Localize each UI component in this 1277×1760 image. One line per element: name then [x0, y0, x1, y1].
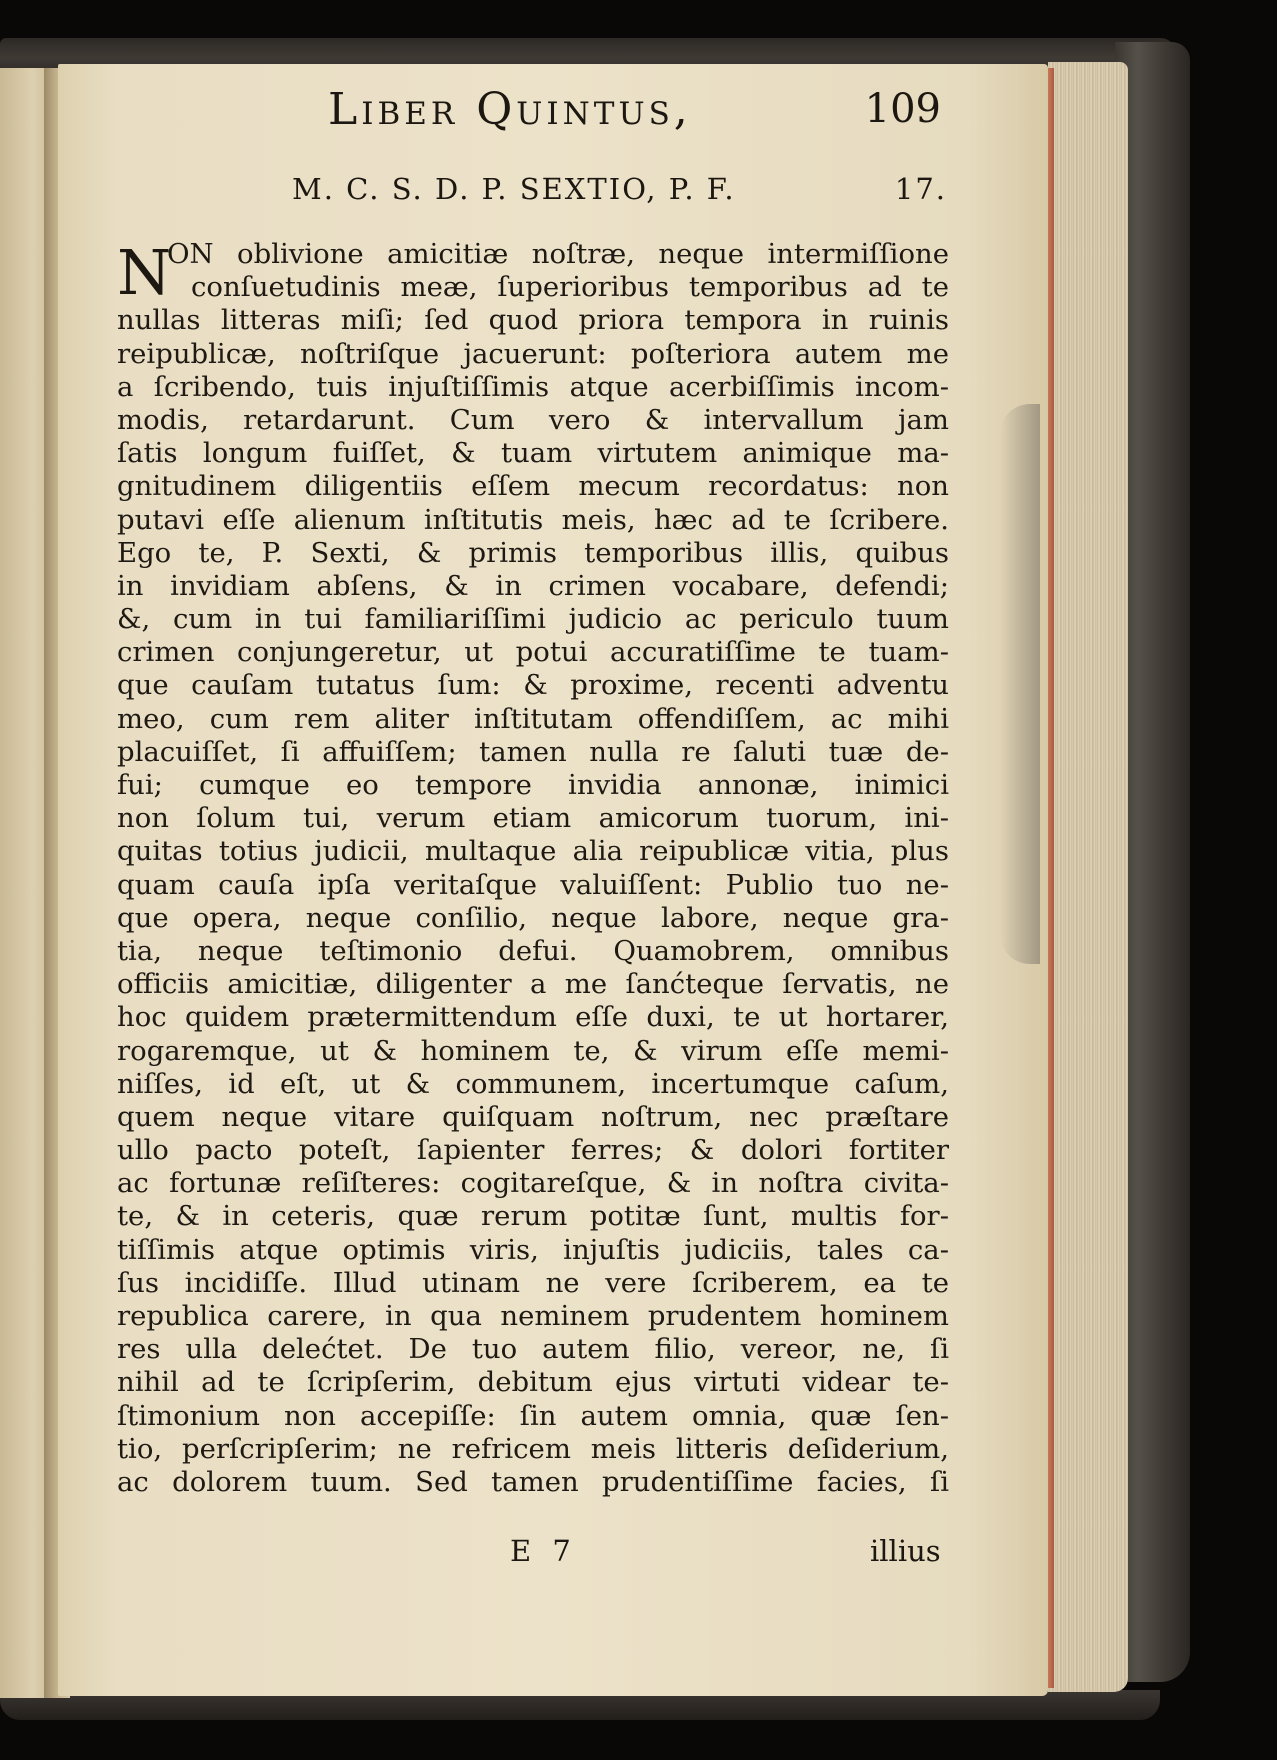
text-line: conſuetudinis meæ, ſuperioribus temporibus ad te — [191, 271, 949, 304]
text-line: nihil ad te ſcripſerim, debitum ejus virtuti videar te- — [117, 1366, 949, 1399]
text-line: ullo pacto poteſt, ſapienter ferres; & dolori fortiter — [117, 1134, 949, 1167]
text-line: a ſcribendo, tuis injuſtiſſimis atque acerbiſſimis incom- — [117, 370, 949, 403]
page-edges — [1048, 62, 1128, 1692]
text-line: que cauſam tutatus ſum: & proxime, recenti adventu — [117, 669, 949, 702]
text-line: crimen conjungeretur, ut potui accuratiſſime te tuam- — [117, 636, 949, 669]
text-line: res ulla delećtet. De tuo autem filio, vereor, ne, ſi — [117, 1333, 949, 1366]
page-stain — [1000, 404, 1040, 964]
text-line: rogaremque, ut & hominem te, & virum eſſe memi- — [117, 1034, 949, 1067]
catchword: illius — [870, 1534, 941, 1568]
body-text — [117, 238, 949, 1499]
drop-cap: N — [117, 236, 172, 309]
text-line: Ego te, P. Sexti, & primis temporibus illis, quibus — [117, 536, 949, 569]
text-line: reipublicæ, noſtriſque jacuerunt: poſteriora autem me — [117, 337, 949, 370]
text-line: quam cauſa ipſa veritaſque valuiſſent: Publio tuo ne- — [117, 868, 949, 901]
text-line: officiis amicitiæ, diligenter a me ſanćteque ſervatis, ne — [117, 968, 949, 1001]
text-line: in invidiam abſens, & in crimen vocabare, defendi; — [117, 569, 949, 602]
text-line: ac fortunæ reſiſteres: cogitareſque, & in noſtra civita- — [117, 1167, 949, 1200]
letter-address: M. C. S. D. P. SEXTIO, P. F. — [292, 172, 736, 206]
text-line: fui; cumque eo tempore invidia annonæ, inimici — [117, 769, 949, 801]
text-line: ſatis longum fuiſſet, & tuam virtutem animique ma- — [117, 437, 949, 470]
text-line: gnitudinem diligentiis eſſem mecum recordatus: non — [117, 470, 949, 503]
text-line: quem neque vitare quiſquam noſtrum, nec præſtare — [117, 1100, 949, 1133]
text-line: hoc quidem prætermittendum eſſe duxi, te ut hortarer, — [117, 1001, 949, 1034]
text-line: te, & in ceteris, quæ rerum potitæ ſunt, multis for- — [117, 1200, 949, 1233]
text-line: quitas totius judicii, multaque alia reipublicæ vitia, plus — [117, 835, 949, 868]
text-line: tio, perſcripſerim; ne refricem meis litteris deſiderium, — [117, 1432, 949, 1465]
signature-mark: E 7 — [510, 1534, 577, 1568]
text-line: ON oblivione amicitiæ noſtræ, neque intermiſſione — [167, 238, 949, 270]
text-line: &, cum in tui familiariſſimi judicio ac periculo tuum — [117, 603, 949, 636]
text-line: tia, neque teſtimonio defui. Quamobrem, omnibus — [117, 934, 949, 967]
text-line: ac dolorem tuum. Sed tamen prudentiſſime facies, ſi — [117, 1465, 949, 1498]
letter-heading — [292, 172, 947, 212]
page-header — [240, 78, 945, 138]
text-line: meo, cum rem aliter inſtitutam offendiſſem, ac mihi — [117, 702, 949, 735]
text-line: niſſes, id eſt, ut & communem, incertumque caſum, — [117, 1067, 949, 1100]
text-line: que opera, neque conſilio, neque labore, neque gra- — [117, 901, 949, 934]
page-number: 109 — [864, 86, 941, 132]
text-line: tiſſimis atque optimis viris, injuſtis judiciis, tales ca- — [117, 1233, 949, 1266]
text-line: republica carere, in qua neminem prudentem hominem — [117, 1300, 949, 1332]
text-line: putavi eſſe alienum inſtitutis meis, hæc ad te ſcribere. — [117, 503, 949, 536]
text-line: ſtimonium non accepiſſe: ſin autem omnia, quæ ſen- — [117, 1399, 949, 1432]
text-line: ſus incidiſſe. Illud utinam ne vere ſcriberem, ea te — [117, 1266, 949, 1299]
text-line: nullas litteras miſi; ſed quod priora tempora in ruinis — [117, 304, 949, 337]
letter-number: 17. — [894, 172, 947, 206]
text-line: modis, retardarunt. Cum vero & intervallum jam — [117, 403, 949, 436]
text-line: placuiſſet, ſi affuiſſem; tamen nulla re ſaluti tuæ de- — [117, 735, 949, 768]
running-head: Liber Quintus, — [328, 84, 692, 135]
text-line: non ſolum tui, verum etiam amicorum tuorum, ini- — [117, 802, 949, 835]
